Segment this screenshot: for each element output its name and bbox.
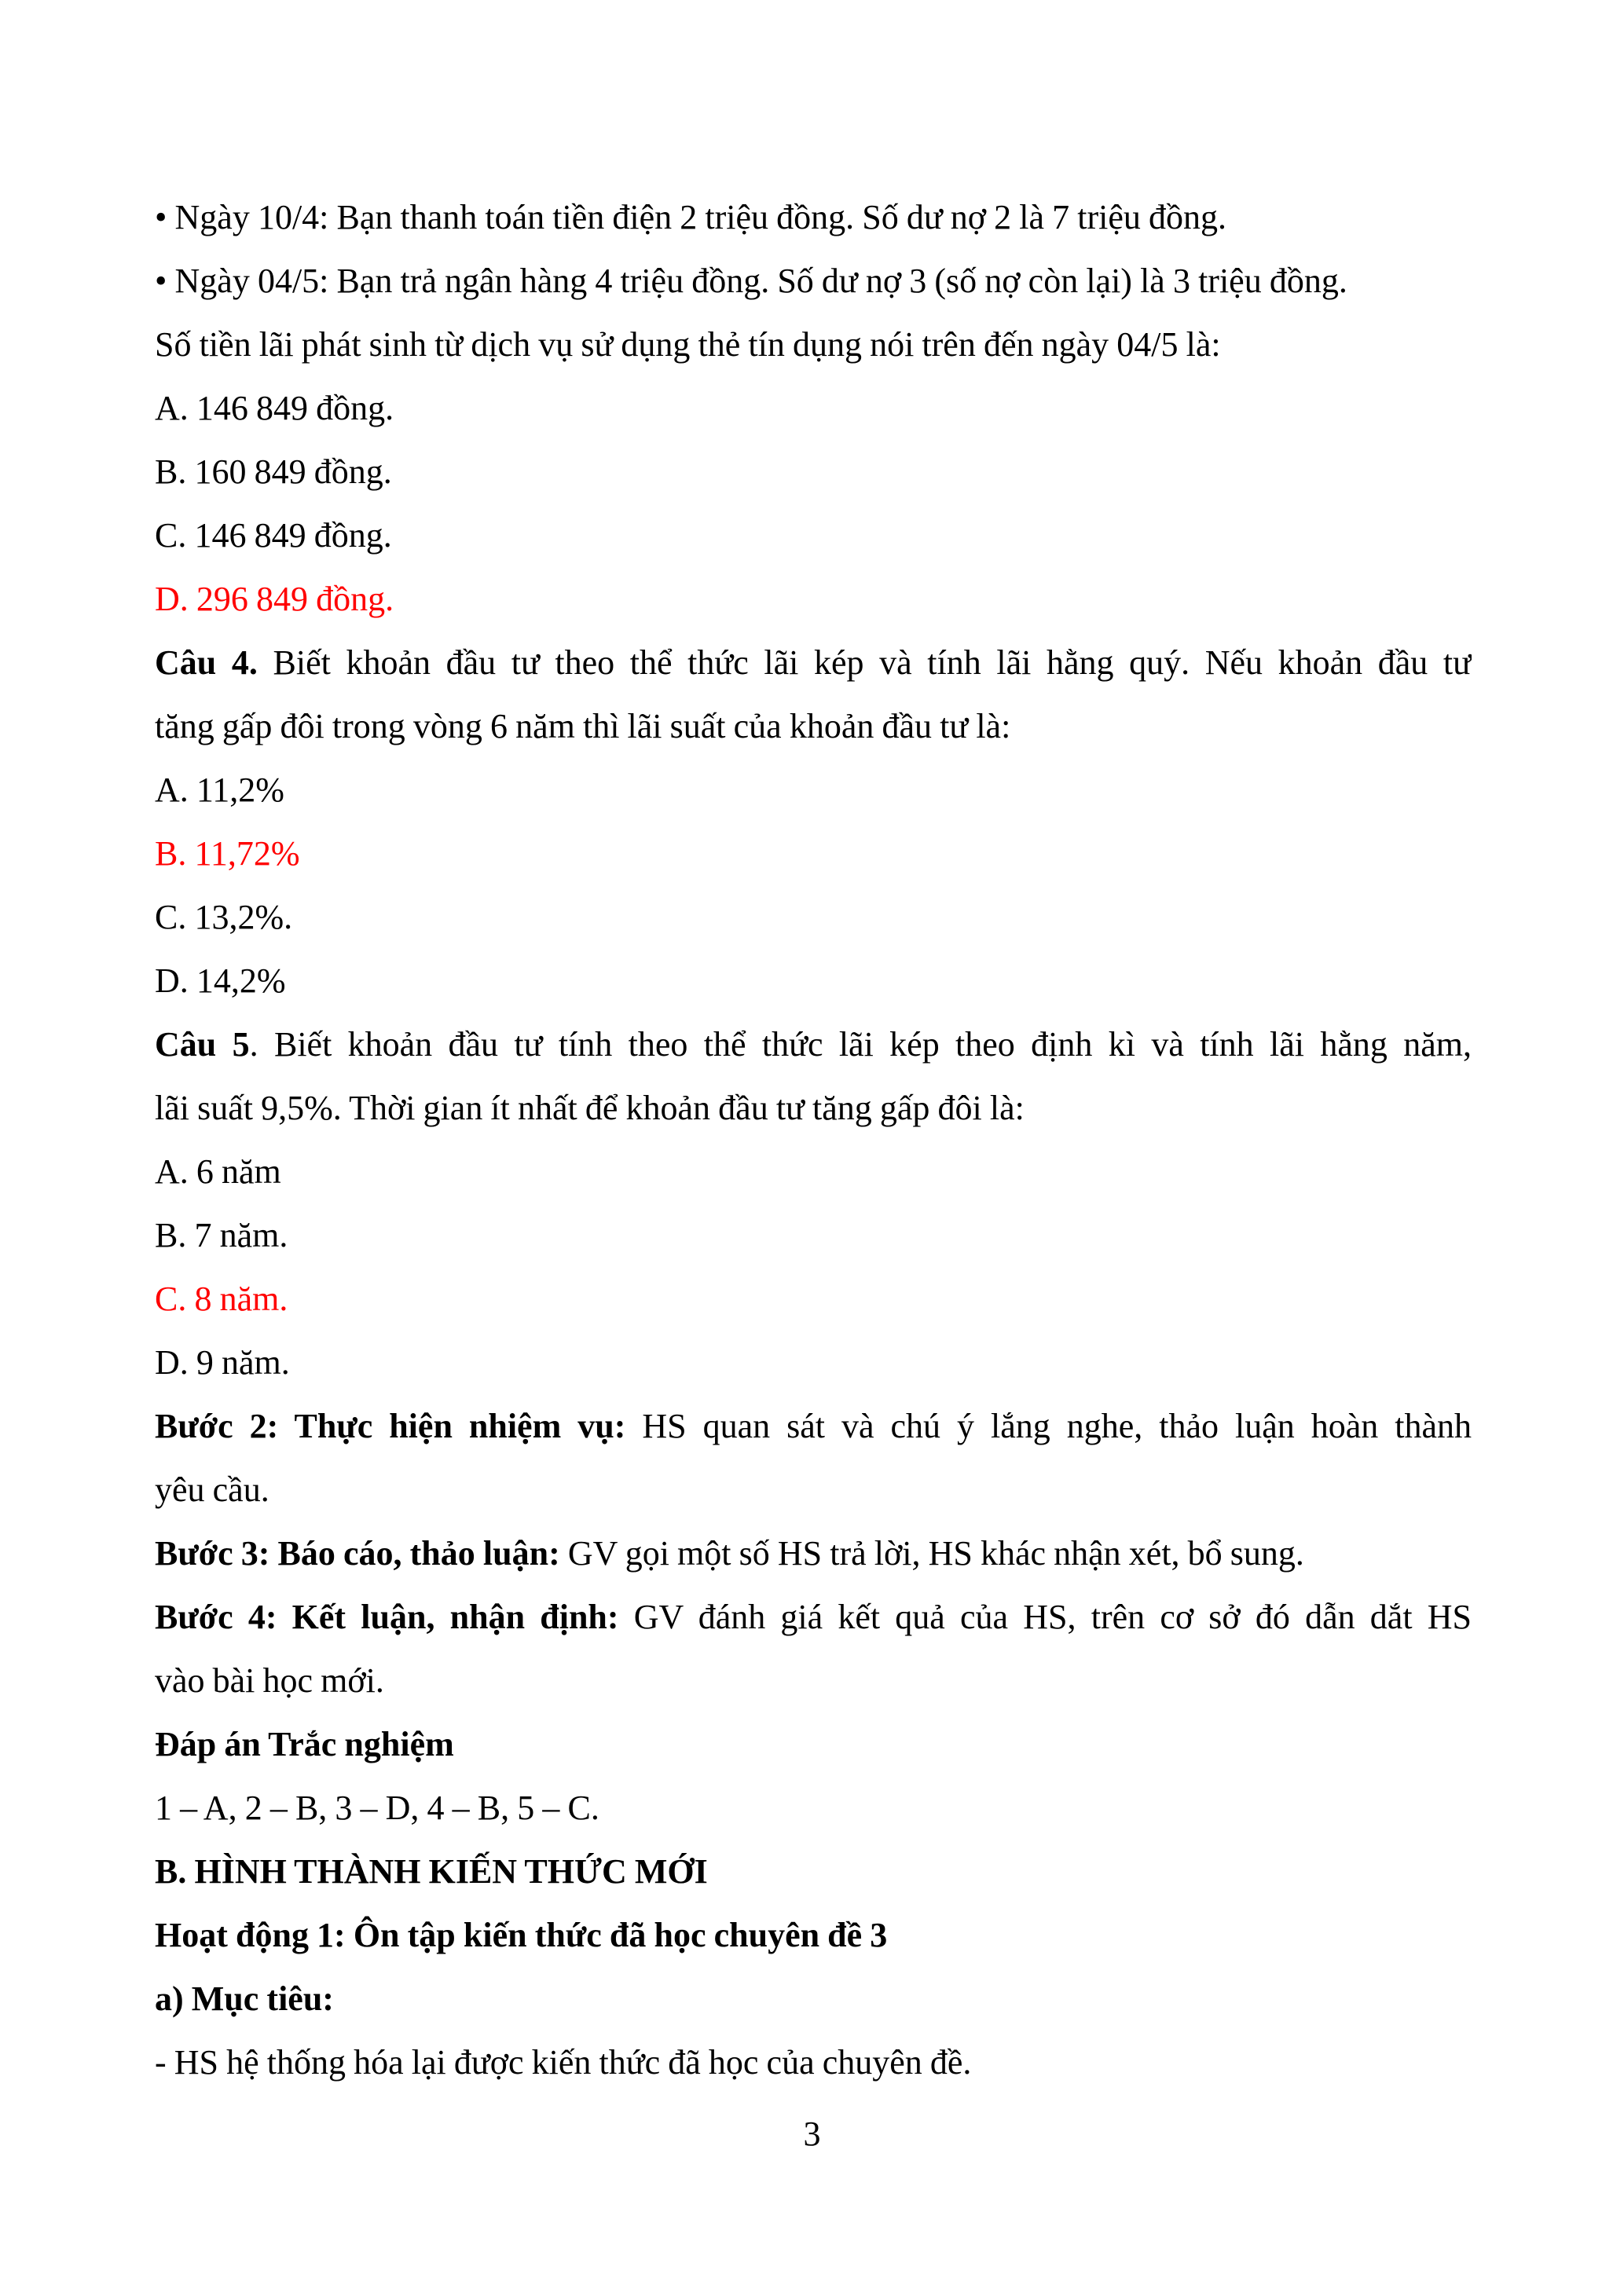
text-run: Biết khoản đầu tư theo thể thức lãi kép và tính lãi hằng quý. Nếu khoản đầu tư bbox=[257, 643, 1472, 682]
text-run: vào bài học mới. bbox=[155, 1661, 384, 1700]
text-line bbox=[155, 1967, 1472, 2031]
text-line bbox=[155, 1776, 1472, 1840]
text-run: A. 146 849 đồng. bbox=[155, 389, 394, 427]
text-run: Số tiền lãi phát sinh từ dịch vụ sử dụng thẻ tín dụng nói trên đến ngày 04/5 là: bbox=[155, 325, 1221, 364]
text-line bbox=[155, 1331, 1472, 1394]
text-line bbox=[155, 949, 1472, 1013]
text-run: A. 6 năm bbox=[155, 1152, 281, 1191]
text-line bbox=[155, 1458, 1472, 1522]
bold-text-run: a) Mục tiêu: bbox=[155, 1979, 334, 2018]
text-run: yêu cầu. bbox=[155, 1470, 269, 1509]
text-line bbox=[155, 1140, 1472, 1203]
text-line bbox=[155, 567, 1472, 631]
text-line bbox=[155, 185, 1472, 249]
text-run: HS quan sát và chú ý lắng nghe, thảo luận hoàn thành bbox=[625, 1407, 1472, 1445]
text-line bbox=[155, 1840, 1472, 1903]
text-run: D. 14,2% bbox=[155, 961, 286, 1000]
text-line bbox=[155, 249, 1472, 313]
text-line bbox=[155, 1394, 1472, 1458]
bold-text-run: Câu 5 bbox=[155, 1025, 250, 1064]
text-line bbox=[155, 1013, 1472, 1076]
text-line bbox=[155, 504, 1472, 567]
text-line bbox=[155, 631, 1472, 694]
text-run: • Ngày 10/4: Bạn thanh toán tiền điện 2 triệu đồng. Số dư nợ 2 là 7 triệu đồng. bbox=[155, 198, 1227, 236]
highlighted-answer-run: C. 8 năm. bbox=[155, 1280, 288, 1318]
text-run: A. 11,2% bbox=[155, 771, 284, 809]
highlighted-answer-run: D. 296 849 đồng. bbox=[155, 580, 394, 618]
text-run: GV đánh giá kết quả của HS, trên cơ sở đó dẫn dắt HS bbox=[618, 1598, 1472, 1636]
text-line bbox=[155, 376, 1472, 440]
text-run: B. 160 849 đồng. bbox=[155, 452, 392, 491]
page-number: 3 bbox=[803, 2115, 821, 2153]
bold-text-run: Bước 2: Thực hiện nhiệm vụ: bbox=[155, 1407, 626, 1445]
document-body bbox=[155, 185, 1472, 2094]
text-line bbox=[155, 1203, 1472, 1267]
highlighted-answer-run: B. 11,72% bbox=[155, 834, 300, 873]
bold-text-run: Bước 4: Kết luận, nhận định: bbox=[155, 1598, 619, 1636]
text-run: 1 – A, 2 – B, 3 – D, 4 – B, 5 – C. bbox=[155, 1789, 599, 1827]
text-line bbox=[155, 1649, 1472, 1712]
bold-text-run: Bước 3: Báo cáo, thảo luận: bbox=[155, 1534, 560, 1573]
text-run: tăng gấp đôi trong vòng 6 năm thì lãi suất của khoản đầu tư là: bbox=[155, 707, 1011, 745]
text-line bbox=[155, 694, 1472, 758]
text-line bbox=[155, 1903, 1472, 1967]
text-run: C. 146 849 đồng. bbox=[155, 516, 392, 555]
text-run: - HS hệ thống hóa lại được kiến thức đã học của chuyên đề. bbox=[155, 2043, 972, 2082]
text-line bbox=[155, 758, 1472, 822]
bold-text-run: Đáp án Trắc nghiệm bbox=[155, 1725, 454, 1763]
text-run: lãi suất 9,5%. Thời gian ít nhất để khoản đầu tư tăng gấp đôi là: bbox=[155, 1089, 1025, 1127]
text-line bbox=[155, 1267, 1472, 1331]
text-run: D. 9 năm. bbox=[155, 1343, 290, 1382]
text-run: B. 7 năm. bbox=[155, 1216, 288, 1254]
text-line bbox=[155, 1585, 1472, 1649]
bold-text-run: Hoạt động 1: Ôn tập kiến thức đã học chuyên đề 3 bbox=[155, 1916, 888, 1954]
text-run: . Biết khoản đầu tư tính theo thể thức lãi kép theo định kì và tính lãi hằng năm, bbox=[249, 1025, 1472, 1064]
bold-text-run: B. HÌNH THÀNH KIẾN THỨC MỚI bbox=[155, 1852, 708, 1891]
text-run: GV gọi một số HS trả lời, HS khác nhận xét, bổ sung. bbox=[559, 1534, 1304, 1573]
text-line bbox=[155, 2031, 1472, 2094]
text-line bbox=[155, 1076, 1472, 1140]
text-line bbox=[155, 822, 1472, 885]
text-line bbox=[155, 1712, 1472, 1776]
text-run: • Ngày 04/5: Bạn trả ngân hàng 4 triệu đồng. Số dư nợ 3 (số nợ còn lại) là 3 triệu đồng. bbox=[155, 262, 1347, 300]
text-line bbox=[155, 313, 1472, 376]
text-run: C. 13,2%. bbox=[155, 898, 293, 936]
text-line bbox=[155, 885, 1472, 949]
text-line bbox=[155, 440, 1472, 504]
text-line bbox=[155, 1522, 1472, 1585]
bold-text-run: Câu 4. bbox=[155, 643, 258, 682]
